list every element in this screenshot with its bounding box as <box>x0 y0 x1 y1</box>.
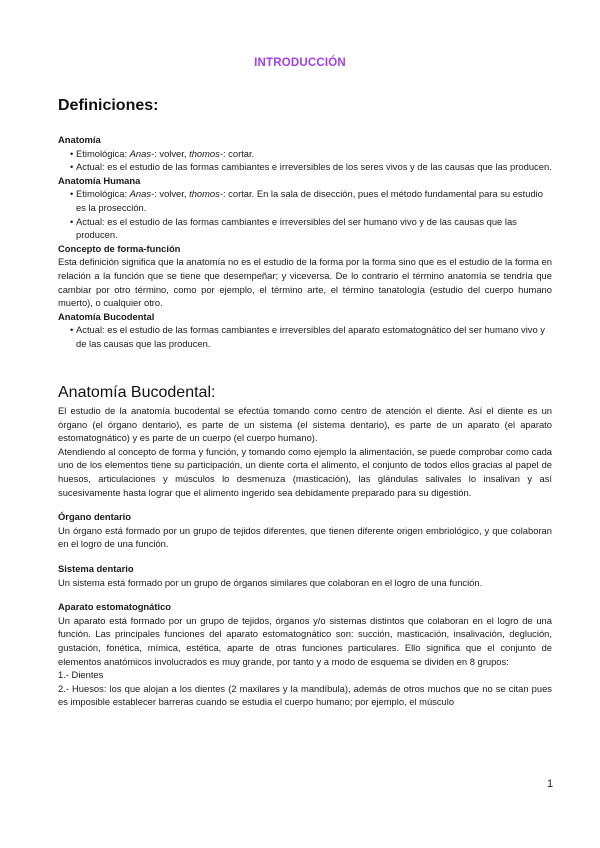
list-item: 2.- Huesos: los que alojan a los dientes (2 maxilares y la mandíbula), además de otros muchos que no se citan pues es imposible establecer barreras cuando se estudia el cuerpo humano; por ejemplo, el músculo <box>58 682 552 708</box>
anatomia-bucodental-label: Anatomía Bucodental <box>58 310 155 322</box>
anatomia-bucodental-section <box>58 404 552 709</box>
definiciones-heading: Definiciones: <box>58 97 159 114</box>
paragraph: Un órgano está formado por un grupo de tejidos diferentes, que tienen diferente origen embriológico, y que colaboran en el logro de una función. <box>58 524 552 550</box>
list-item: 1.- Dientes <box>58 669 104 681</box>
page-title: INTRODUCCIÓN <box>254 57 346 69</box>
page-number: 1 <box>547 778 554 790</box>
list-item: • Actual: es el estudio de las formas cambiantes e irreversibles del ser humano vivo y de las causas que las producen. <box>70 215 517 241</box>
bullet-icon: • <box>70 324 74 336</box>
anatomia-humana-label: Anatomía Humana <box>58 174 141 186</box>
bullet-icon: • <box>70 188 74 200</box>
paragraph: Un sistema está formado por un grupo de órganos similares que colaboran en el logro de una función. <box>58 576 483 588</box>
bullet-icon: • <box>70 161 74 173</box>
list-item: • Actual: es el estudio de las formas cambiantes e irreversibles del aparato estomatognático del ser humano vivo y de las causas que las producen. <box>70 324 545 349</box>
concepto-text: Esta definición significa que la anatomía no es el estudio de la forma por la forma sino que es el estudio de la forma en relación a la función que se tiene que desempeñar; y viceversa. De lo contrario el término anatomía se tendría que cambiar por otro término, como por ejemplo, el término arte, el término tanatología (estudio del cuerpo humano muerto), o cualquier otro. <box>58 256 552 309</box>
aparato-label: Aparato estomatognático <box>58 601 172 613</box>
bullet-icon: • <box>70 215 74 227</box>
organo-dentario-label: Órgano dentario <box>58 511 131 523</box>
list-item: • Etimológica: Anas-: volver, thomos-: cortar. <box>70 147 255 159</box>
anatomia-bucodental-heading: Anatomía Bucodental: <box>58 384 216 401</box>
paragraph: Un aparato está formado por un grupo de tejidos, órganos y/o sistemas distintos que colaboran en el logro de una función. Las principales funciones del aparato estomatognático son: succión, masticación, insalivación, deglución, gustación, fonética, mímica, estética, aparte de otras funciones particulares. Ello significa que el conjunto de elementos anatómicos involucrados es muy grande, por tanto y a modo de esquema se dividen en 8 grupos: <box>58 614 552 667</box>
paragraph: Atendiendo al concepto de forma y función, y tomando como ejemplo la alimentación, se puede comprobar como cada uno de los elementos tiene su participación, un diente corta el alimento, el conjunto de todos ellos gracias al papel de huesos, articulaciones y músculos lo desmenuza (masticación), las glándulas salivales lo insalivan y así sucesivamente hasta lograr que el alimento ingerido sea debidamente preparado para su digestión. <box>58 445 552 498</box>
concepto-label: Concepto de forma-función <box>58 242 181 254</box>
anatomia-label: Anatomía <box>58 134 101 145</box>
list-item: • Actual: es el estudio de las formas cambiantes e irreversibles de los seres vivos y de las causas que las producen. <box>70 161 552 173</box>
definiciones-section <box>58 133 552 351</box>
paragraph: El estudio de la anatomía bucodental se efectúa tomando como centro de atención el diente. Así el diente es un órgano (el órgano dentario), es parte de un sistema (el sistema dentario), es parte de un aparato (el aparato estomatognático) y es parte de un cuerpo (el cuerpo humano). <box>58 405 552 444</box>
list-item: • Etimológica: Anas-: volver, thomos-: cortar. En la sala de disección, pues el método fundamental para su estudio es la prosección. <box>70 188 543 213</box>
sistema-dentario-label: Sistema dentario <box>58 562 134 574</box>
bullet-icon: • <box>70 147 74 159</box>
